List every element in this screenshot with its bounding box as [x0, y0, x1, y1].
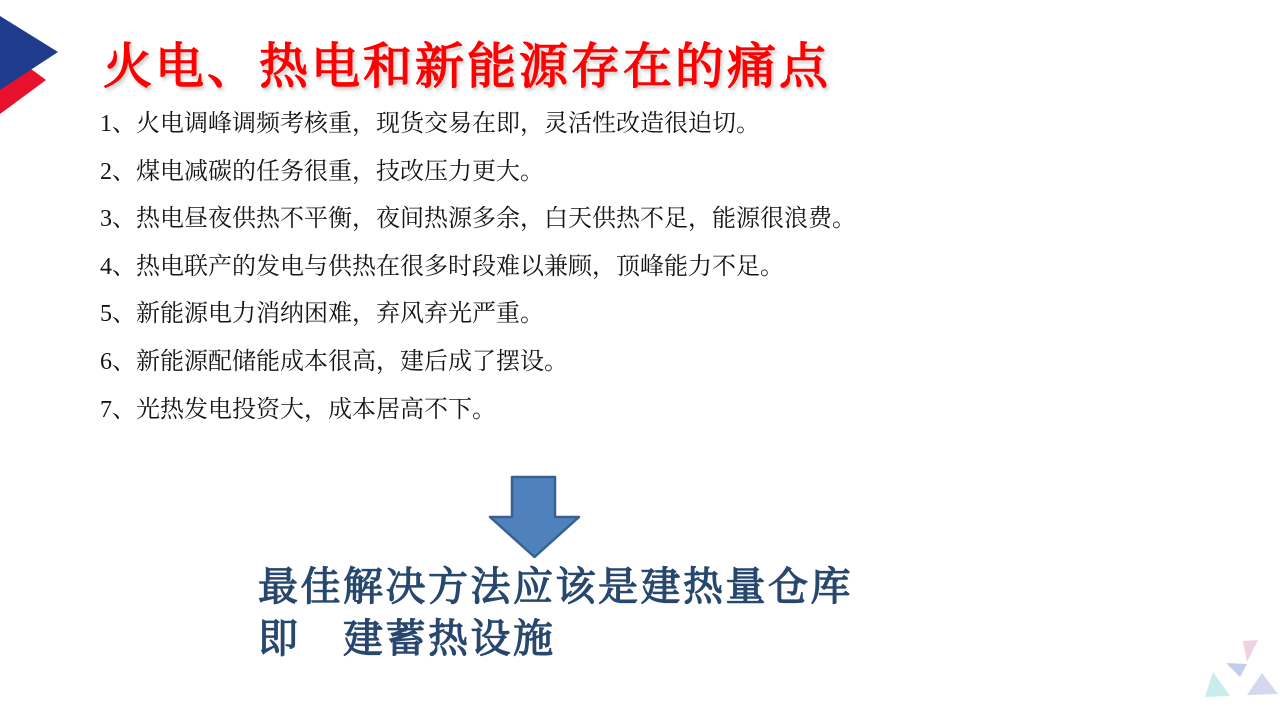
- pain-point-item-3: 3、热电昼夜供热不平衡，夜间热源多余，白天供热不足，能源很浪费。: [100, 206, 856, 233]
- pain-point-item-7: 7、光热发电投资大，成本居高不下。: [100, 396, 496, 423]
- pain-point-item-4: 4、热电联产的发电与供热在很多时段难以兼顾，顶峰能力不足。: [100, 253, 784, 280]
- watermark-bluegray-triangle: [1226, 663, 1247, 677]
- watermark-lavender-triangle: [1247, 673, 1278, 695]
- watermark-pink-triangle: [1243, 640, 1258, 662]
- logo-icon: [0, 0, 70, 120]
- pain-point-list: [100, 101, 920, 434]
- watermark-cyan-triangle: [1205, 672, 1230, 697]
- down-arrow-icon: [485, 472, 585, 562]
- pain-point-item-1: 1、火电调峰调频考核重，现货交易在即，灵活性改造很迫切。: [100, 111, 760, 137]
- slide-title: 火电、热电和新能源存在的痛点: [103, 40, 832, 94]
- conclusion-text: [258, 561, 853, 665]
- conclusion-line-1: 最佳解决方法应该是建热量仓库: [258, 565, 853, 609]
- pain-point-item-2: 2、煤电减碳的任务很重，技改压力更大。: [100, 158, 544, 185]
- down-arrow-shape: [490, 477, 579, 557]
- pain-point-item-6: 6、新能源配储能成本很高，建后成了摆设。: [100, 348, 568, 375]
- pain-point-item-5: 5、新能源电力消纳困难，弃风弃光严重。: [100, 301, 544, 328]
- conclusion-line-2: 即 建蓄热设施: [258, 617, 556, 661]
- watermark-triangles-icon: [1200, 633, 1280, 705]
